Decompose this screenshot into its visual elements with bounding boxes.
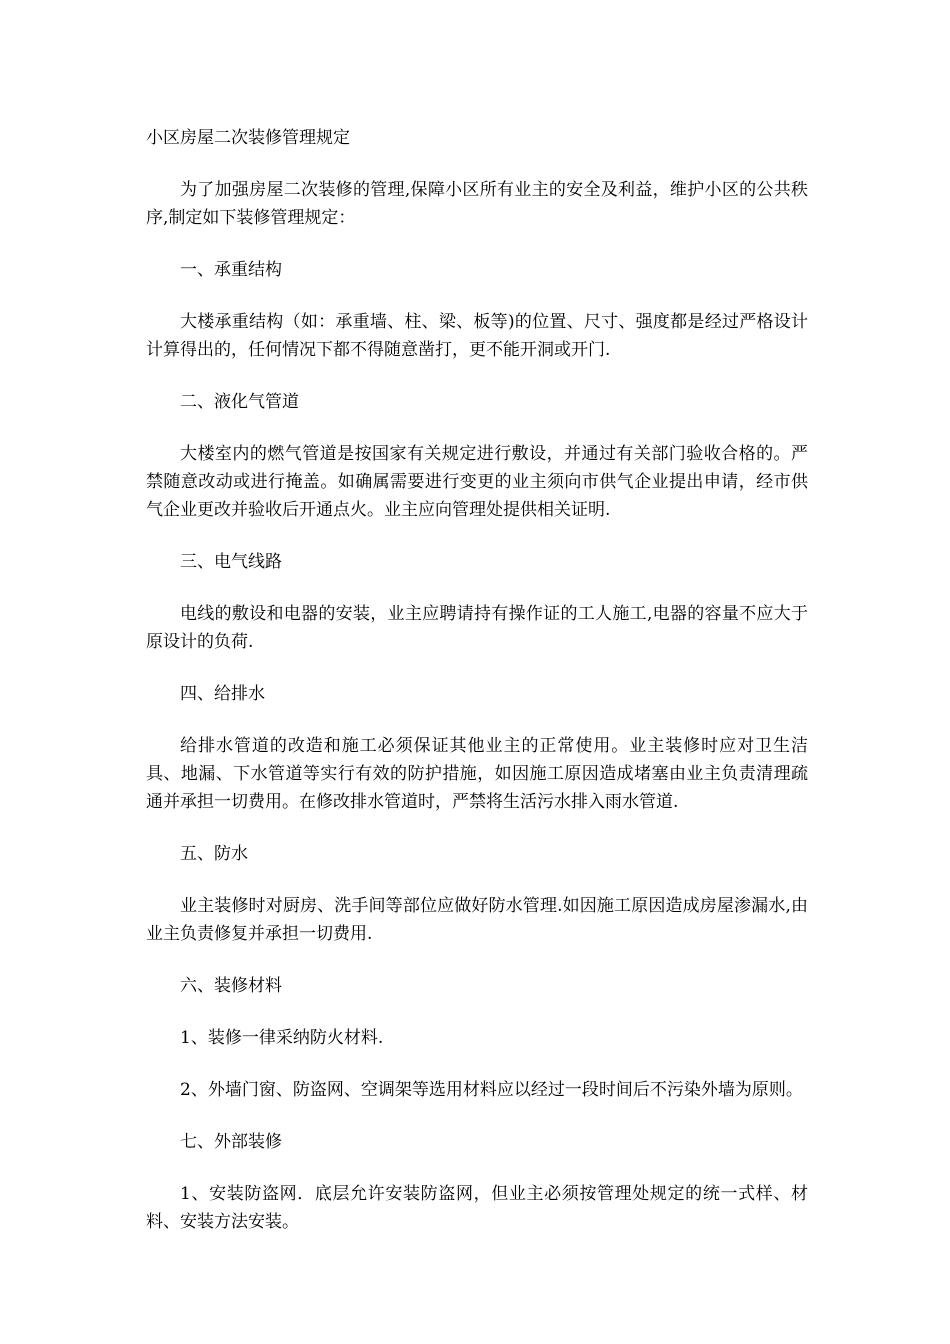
- section-paragraph: 电线的敷设和电器的安装，业主应聘请持有操作证的工人施工,电器的容量不应大于原设计的负荷.: [146, 604, 808, 652]
- section-paragraph: 大楼室内的燃气管道是按国家有关规定进行敷设，并通过有关部门验收合格的。严禁随意改动或进行掩盖。如确属需要进行变更的业主须向市供气企业提出申请，经市供气企业更改并验收后开通点火。业主应向管理处提供相关证明.: [146, 444, 808, 520]
- document-title: 小区房屋二次装修管理规定: [146, 128, 350, 148]
- section-paragraph: 给排水管道的改造和施工必须保证其他业主的正常使用。业主装修时应对卫生洁具、地漏、下水管道等实行有效的防护措施，如因施工原因造成堵塞由业主负责清理疏通并承担一切费用。在修改排水管道时，严禁将生活污水排入雨水管道.: [146, 736, 808, 812]
- section-heading-materials: 六、装修材料: [180, 976, 282, 996]
- document-body: [146, 124, 808, 1236]
- section-paragraph: 1、安装防盗网．底层允许安装防盗网，但业主必须按管理处规定的统一式样、材料、安装方法安装。: [146, 1184, 808, 1232]
- section-paragraph: 业主装修时对厨房、洗手间等部位应做好防水管理.如因施工原因造成房屋渗漏水,由业主负责修复并承担一切费用.: [146, 896, 808, 944]
- section-heading-gas-pipes: 二、液化气管道: [180, 392, 299, 412]
- section-paragraph: 大楼承重结构（如：承重墙、柱、梁、板等)的位置、尺寸、强度都是经过严格设计计算得出的，任何情况下都不得随意凿打，更不能开洞或开门.: [146, 312, 808, 360]
- section-heading-load-bearing: 一、承重结构: [180, 260, 282, 280]
- section-heading-electrical: 三、电气线路: [180, 552, 282, 572]
- section-heading-exterior: 七、外部装修: [180, 1132, 282, 1152]
- section-heading-waterproofing: 五、防水: [180, 844, 248, 864]
- section-paragraph: 1、装修一律采纳防火材料.: [180, 1028, 384, 1048]
- section-paragraph: 2、外墙门窗、防盗网、空调架等选用材料应以经过一段时间后不污染外墙为原则。: [180, 1080, 803, 1100]
- section-heading-plumbing: 四、给排水: [180, 684, 265, 704]
- intro-paragraph: 为了加强房屋二次装修的管理,保障小区所有业主的安全及利益，维护小区的公共秩序,制定如下装修管理规定：: [146, 180, 808, 228]
